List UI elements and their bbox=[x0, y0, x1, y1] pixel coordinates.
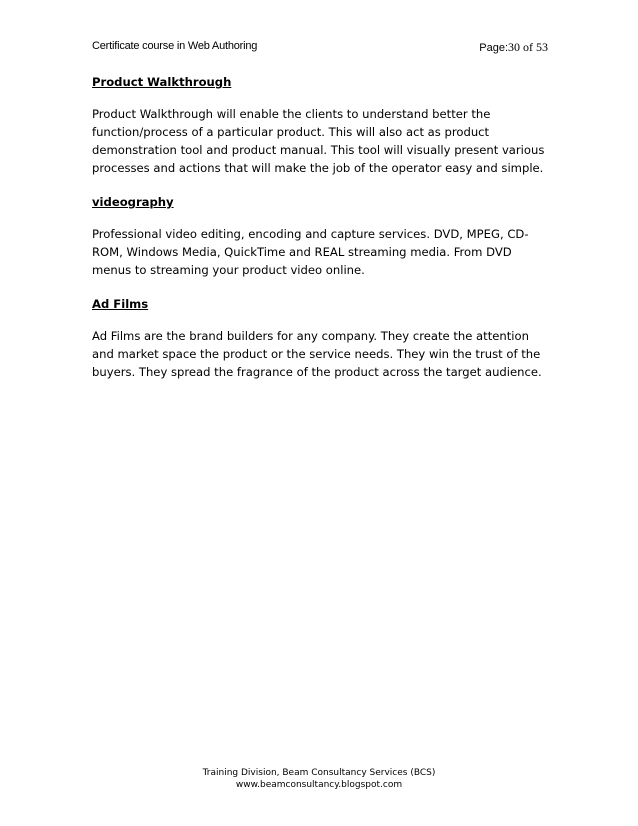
page-header bbox=[92, 40, 548, 58]
paragraph-line: Professional video editing, encoding and capture services. DVD, MPEG, CD- bbox=[92, 227, 529, 241]
paragraph-line: menus to streaming your product video online. bbox=[92, 263, 365, 277]
page-content bbox=[92, 73, 552, 397]
paragraph-line: and market space the product or the service needs. They win the trust of the bbox=[92, 347, 541, 361]
paragraph-line: Product Walkthrough will enable the clients to understand better the bbox=[92, 107, 491, 121]
course-title: Certificate course in Web Authoring bbox=[92, 40, 258, 52]
section-body-product-walkthrough bbox=[92, 105, 552, 177]
footer-organization: Training Division, Beam Consultancy Services (BCS) bbox=[202, 768, 436, 778]
paragraph-line: Ad Films are the brand builders for any company. They create the attention bbox=[92, 329, 529, 343]
page-label: Page: bbox=[479, 42, 508, 54]
section-title-product-walkthrough: Product Walkthrough bbox=[92, 75, 232, 89]
section-body-ad-films bbox=[92, 327, 552, 381]
page-indicator bbox=[479, 40, 548, 55]
section-title-videography: videography bbox=[92, 195, 174, 209]
paragraph-line: demonstration tool and product manual. This tool will visually present various bbox=[92, 143, 545, 157]
section-body-videography bbox=[92, 225, 552, 279]
paragraph-line: processes and actions that will make the job of the operator easy and simple. bbox=[92, 161, 544, 175]
paragraph-line: function/process of a particular product. This will also act as product bbox=[92, 125, 490, 139]
page-footer bbox=[0, 767, 638, 791]
paragraph-line: buyers. They spread the fragrance of the product across the target audience. bbox=[92, 365, 542, 379]
section-title-ad-films: Ad Films bbox=[92, 297, 149, 311]
paragraph-line: ROM, Windows Media, QuickTime and REAL streaming media. From DVD bbox=[92, 245, 512, 259]
page-number: 30 of 53 bbox=[508, 40, 548, 54]
footer-website: www.beamconsultancy.blogspot.com bbox=[235, 780, 403, 790]
